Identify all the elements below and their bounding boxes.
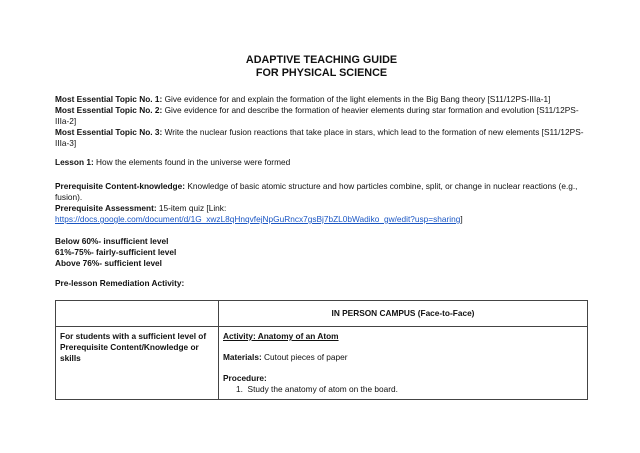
topic-2: Most Essential Topic No. 2: Give evidence for and describe the formation of heavier elements during star formation and evolution [S11/12PS-IIIa-2] xyxy=(55,105,579,126)
document-subtitle: FOR PHYSICAL SCIENCE xyxy=(255,67,388,79)
table-header-row xyxy=(56,301,588,327)
remediation-label: Pre-lesson Remediation Activity: xyxy=(55,278,185,288)
remediation-table xyxy=(55,300,588,400)
procedure-step: 1. Study the anatomy of atom on the board. xyxy=(236,384,398,394)
topic-1: Most Essential Topic No. 1: Give evidence for and explain the formation of the light elements in the Big Bang theory [S11/12PS-IIIa-1] xyxy=(55,94,551,104)
level-list xyxy=(55,236,588,269)
prerequisite-knowledge: Prerequisite Content-knowledge: Knowledge of basic atomic structure and how particles combine, split, or change in nuclear reactions (e.g., fusion). xyxy=(55,181,578,202)
table-row xyxy=(56,327,588,400)
essential-topics xyxy=(55,94,588,149)
assessment-link[interactable]: https://docs.google.com/document/d/1G_xwzL8qHnqvfejNpGuRncx7gsBj7bZL0bWadiko_gw/edit?usp=sharing xyxy=(55,214,461,224)
activity-title: Activity: Anatomy of an Atom xyxy=(223,331,339,341)
level-item: Above 76%- sufficient level xyxy=(55,258,162,268)
level-item: Below 60%- insufficient level xyxy=(55,236,169,246)
activity-cell xyxy=(219,327,588,400)
document-title: ADAPTIVE TEACHING GUIDE xyxy=(245,54,398,66)
procedure-label: Procedure: xyxy=(223,373,267,383)
prerequisite-assessment: Prerequisite Assessment: 15-item quiz [Link: https://docs.google.com/document/d/1G_xwzL8qHnqvfejNpGuRncx7gsBj7bZL0bWadiko_gw/edit?usp=sharing] xyxy=(55,203,463,224)
lesson-line: Lesson 1: How the elements found in the universe were formed xyxy=(55,157,291,167)
student-level-cell: For students with a sufficient level of Prerequisite Content/Knowledge or skills xyxy=(56,327,219,400)
table-header-cell: IN PERSON CAMPUS (Face-to-Face) xyxy=(219,301,588,327)
level-item: 61%-75%- fairly-sufficient level xyxy=(55,247,177,257)
materials-line: Materials: Cutout pieces of paper xyxy=(223,352,348,362)
topic-3: Most Essential Topic No. 3: Write the nuclear fusion reactions that take place in stars, which lead to the formation of new elements [S11/12PS-IIIa-3] xyxy=(55,127,584,148)
table-empty-cell xyxy=(56,301,219,327)
